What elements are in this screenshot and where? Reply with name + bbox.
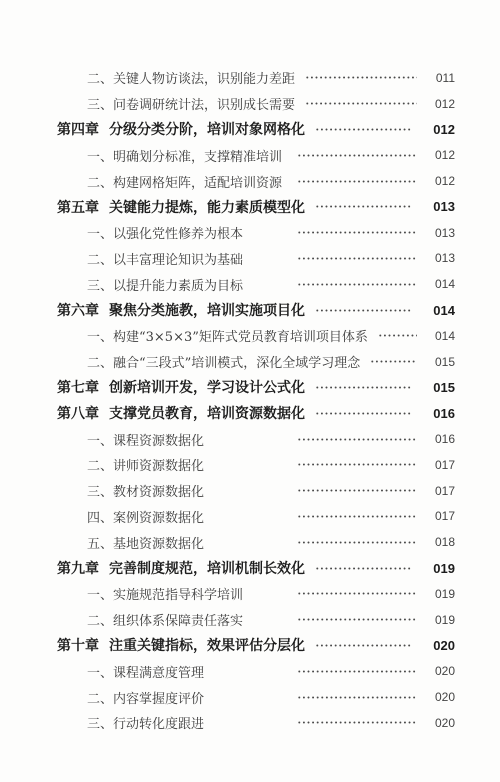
toc-section-row xyxy=(57,246,455,272)
section-title: 一、以强化党性修养为根本 xyxy=(87,227,244,243)
dot-leader xyxy=(297,438,417,441)
toc-section-row xyxy=(57,142,455,168)
dot-leader xyxy=(315,644,411,647)
page-number: 019 xyxy=(434,612,455,627)
toc-section-row xyxy=(57,684,455,710)
toc-section-row xyxy=(57,478,455,504)
section-title: 二、构建网格矩阵，适配培训资源 xyxy=(87,175,283,191)
dot-leader xyxy=(305,102,417,105)
dot-leader xyxy=(297,257,417,260)
section-title: 一、明确划分标准，支撑精准培训 xyxy=(87,149,283,165)
page-number: 017 xyxy=(434,483,455,498)
chapter-number: 第四章 xyxy=(57,122,99,139)
dot-leader xyxy=(315,128,411,131)
section-title: 一、实施规范指导科学培训 xyxy=(87,588,244,604)
dot-leader xyxy=(297,463,417,466)
dot-leader xyxy=(297,670,417,673)
chapter-title: 完善制度规范，培训机制长效化 xyxy=(109,561,305,578)
chapter-number: 第七章 xyxy=(57,380,99,397)
page-number: 018 xyxy=(434,535,455,550)
page-number: 017 xyxy=(434,457,455,472)
page-number: 020 xyxy=(434,664,455,679)
page-number: 020 xyxy=(434,715,455,730)
chapter-title: 关键能力提炼，能力素质模型化 xyxy=(109,199,305,216)
dot-leader xyxy=(297,515,417,518)
section-title: 三、问卷调研统计法，识别成长需要 xyxy=(87,98,296,114)
page-number: 014 xyxy=(433,302,455,318)
chapter-number: 第十章 xyxy=(57,638,99,655)
chapter-number: 第五章 xyxy=(57,199,99,216)
toc-section-row xyxy=(57,581,455,607)
chapter-number: 第八章 xyxy=(57,406,99,423)
toc-chapter-row xyxy=(57,555,455,581)
dot-leader xyxy=(315,386,411,389)
section-title: 四、案例资源数据化 xyxy=(87,510,205,526)
section-title: 一、课程满意度管理 xyxy=(87,665,205,681)
toc-section-row xyxy=(57,220,455,246)
page-number: 013 xyxy=(434,225,455,240)
toc-section-row xyxy=(57,65,455,91)
toc-section-row xyxy=(57,91,455,117)
dot-leader xyxy=(315,205,411,208)
page-number: 020 xyxy=(434,690,455,705)
section-title: 二、组织体系保障责任落实 xyxy=(87,614,244,630)
toc-section-row xyxy=(57,168,455,194)
page-number: 015 xyxy=(434,354,455,369)
section-title: 二、关键人物访谈法，识别能力差距 xyxy=(87,72,296,88)
page-number: 017 xyxy=(434,509,455,524)
toc-section-row xyxy=(57,452,455,478)
dot-leader xyxy=(305,76,417,79)
section-title: 三、以提升能力素质为目标 xyxy=(87,278,244,294)
chapter-title: 分级分类分阶，培训对象网格化 xyxy=(109,122,305,139)
toc-chapter-row xyxy=(57,375,455,401)
page-number: 013 xyxy=(433,199,455,215)
toc-chapter-row xyxy=(57,194,455,220)
toc-chapter-row xyxy=(57,117,455,143)
page-number: 013 xyxy=(434,251,455,266)
toc-section-row xyxy=(57,710,455,736)
page-number: 019 xyxy=(433,560,455,576)
dot-leader xyxy=(297,180,417,183)
page-number: 011 xyxy=(435,70,455,85)
dot-leader xyxy=(378,334,417,337)
section-title: 一、课程资源数据化 xyxy=(87,433,205,449)
dot-leader xyxy=(297,231,417,234)
chapter-title: 聚焦分类施教，培训实施项目化 xyxy=(109,303,305,320)
dot-leader xyxy=(370,360,417,363)
toc-section-row xyxy=(57,504,455,530)
toc-section-row xyxy=(57,658,455,684)
dot-leader xyxy=(297,618,417,621)
chapter-title: 支撑党员教育，培训资源数据化 xyxy=(109,406,305,423)
toc-section-row xyxy=(57,323,455,349)
table-of-contents xyxy=(57,65,455,736)
toc-section-row xyxy=(57,529,455,555)
dot-leader xyxy=(297,489,417,492)
section-title: 二、融合“三段式”培训模式，深化全域学习理念 xyxy=(87,356,361,372)
page-number: 012 xyxy=(434,96,455,111)
section-title: 二、内容掌握度评价 xyxy=(87,691,205,707)
page-number: 014 xyxy=(434,277,455,292)
dot-leader xyxy=(315,567,411,570)
dot-leader xyxy=(297,721,417,724)
section-title: 五、基地资源数据化 xyxy=(87,536,205,552)
dot-leader xyxy=(315,412,411,415)
toc-section-row xyxy=(57,271,455,297)
dot-leader xyxy=(297,154,417,157)
dot-leader xyxy=(297,283,417,286)
chapter-title: 注重关键指标，效果评估分层化 xyxy=(109,638,305,655)
toc-chapter-row xyxy=(57,633,455,659)
chapter-title: 创新培训开发，学习设计公式化 xyxy=(109,380,305,397)
page-number: 015 xyxy=(433,379,455,395)
toc-section-row xyxy=(57,349,455,375)
section-title: 二、讲师资源数据化 xyxy=(87,459,205,475)
section-title: 一、构建“3×5×3”矩阵式党员教育培训项目体系 xyxy=(87,330,368,346)
page-number: 020 xyxy=(433,637,455,653)
section-title: 二、以丰富理论知识为基础 xyxy=(87,252,244,268)
page-number: 019 xyxy=(434,586,455,601)
page-number: 012 xyxy=(434,174,455,189)
dot-leader xyxy=(297,541,417,544)
page-number: 014 xyxy=(434,328,455,343)
dot-leader xyxy=(297,696,417,699)
page-number: 012 xyxy=(434,148,455,163)
toc-chapter-row xyxy=(57,297,455,323)
toc-section-row xyxy=(57,607,455,633)
page-number: 016 xyxy=(433,405,455,421)
chapter-number: 第六章 xyxy=(57,303,99,320)
toc-chapter-row xyxy=(57,400,455,426)
dot-leader xyxy=(297,592,417,595)
section-title: 三、行动转化度跟进 xyxy=(87,717,205,733)
dot-leader xyxy=(315,309,411,312)
section-title: 三、教材资源数据化 xyxy=(87,485,205,501)
page-number: 016 xyxy=(434,432,455,447)
toc-section-row xyxy=(57,426,455,452)
chapter-number: 第九章 xyxy=(57,561,99,578)
page-number: 012 xyxy=(433,121,455,137)
